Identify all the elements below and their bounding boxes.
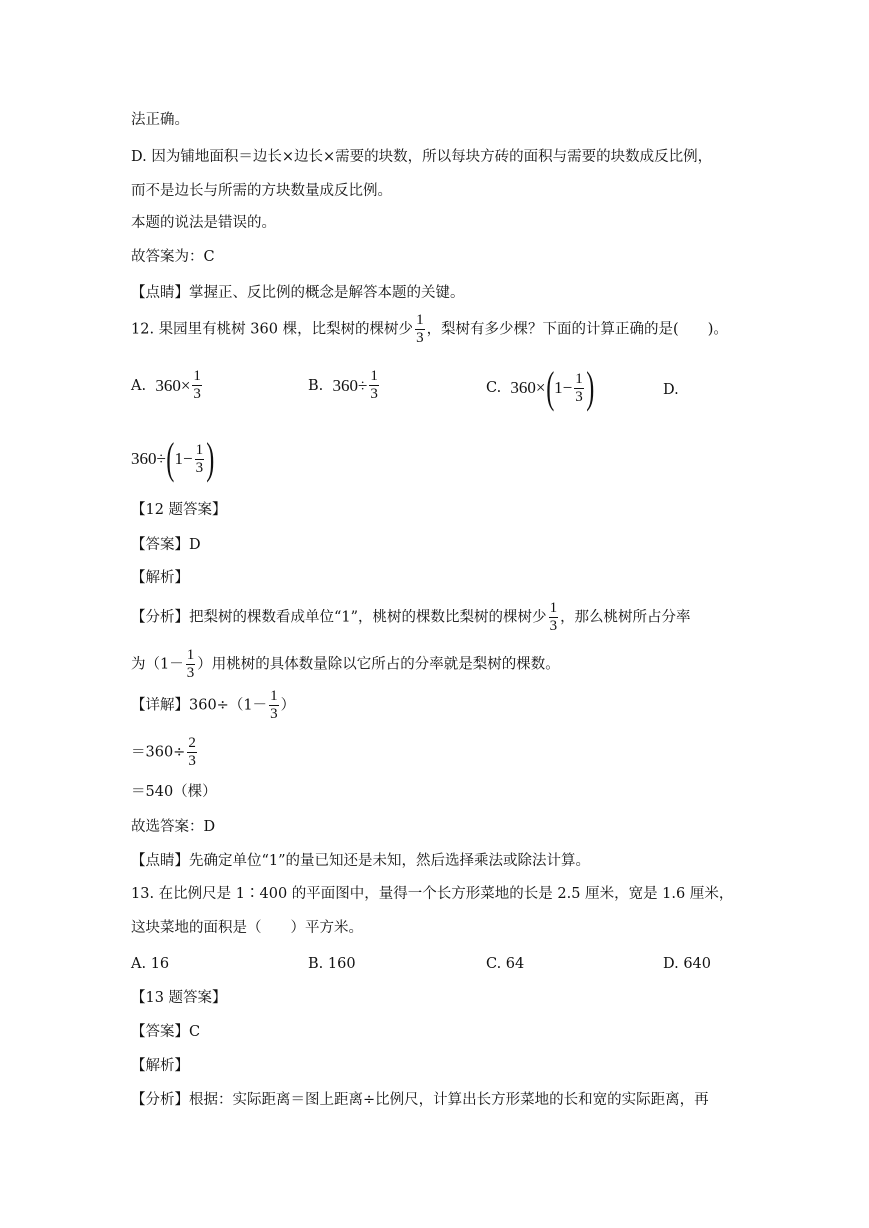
option-d-label: D. bbox=[663, 382, 679, 398]
answer-heading: 【13 题答案】 bbox=[131, 990, 227, 1006]
option-c: C. 360 × ( 1− $\frac{1}{3}$ ) bbox=[486, 363, 595, 412]
analysis-line: 为（1－ $\frac{1}{3}$ ）用桃树的具体数量除以它所占的分率就是梨树的棵数。 bbox=[131, 647, 560, 681]
detail-line: 【详解】360÷（1－ $\frac{1}{3}$ ） bbox=[131, 688, 296, 722]
answer: 【答案】C bbox=[131, 1024, 201, 1040]
analysis-line: 【分析】把梨树的棵数看成单位“1”，桃树的棵数比梨树的棵树少 $\frac{1}{3}$ ，那么桃树所占分率 bbox=[131, 600, 691, 634]
text-line: D. 因为铺地面积＝边长×边长×需要的块数，所以每块方砖的面积与需要的块数成反比例， bbox=[131, 149, 713, 165]
option-b: B. 360 ÷ $\frac{1}{3}$ bbox=[308, 368, 378, 402]
detail-line: ＝540（棵） bbox=[131, 784, 217, 800]
question-13-stem: 13. 在比例尺是 1∶400 的平面图中，量得一个长方形菜地的长是 2.5 厘米，宽是 1.6 厘米， bbox=[131, 886, 734, 902]
text-line: 【点睛】先确定单位“1”的量已知还是未知，然后选择乘法或除法计算。 bbox=[131, 853, 591, 869]
text-line: 本题的说法是错误的。 bbox=[131, 215, 276, 231]
question-12-stem: 12. 果园里有桃树 360 棵，比梨树的棵树少 $\frac{1}{3}$ ，梨树有多少棵？下面的计算正确的是( )。 bbox=[131, 312, 728, 346]
fraction: $\frac{1}{3}$ bbox=[416, 312, 424, 346]
text-line: 【点睛】掌握正、反比例的概念是解答本题的关键。 bbox=[131, 285, 465, 301]
option-d-expression: 360 ÷ ( 1− $\frac{1}{3}$ ) bbox=[131, 434, 215, 483]
analysis-heading: 【解析】 bbox=[131, 570, 189, 586]
question-13-stem: 这块菜地的面积是（ ）平方米。 bbox=[131, 920, 363, 936]
detail-line: ＝360÷ $\frac{2}{3}$ bbox=[131, 735, 196, 769]
analysis-heading: 【解析】 bbox=[131, 1058, 189, 1074]
text-line: 法正确。 bbox=[131, 112, 189, 128]
answer: 【答案】D bbox=[131, 537, 201, 553]
text-line: 故答案为：C bbox=[131, 249, 215, 265]
option-c: C. 64 bbox=[486, 956, 525, 972]
option-d: D. 640 bbox=[663, 956, 712, 972]
text-line: 而不是边长与所需的方块数量成反比例。 bbox=[131, 183, 392, 199]
option-a: A. 360 × $\frac{1}{3}$ bbox=[131, 368, 201, 402]
analysis-line: 【分析】根据：实际距离＝图上距离÷比例尺，计算出长方形菜地的长和宽的实际距离，再 bbox=[131, 1092, 709, 1108]
option-b: B. 160 bbox=[308, 956, 356, 972]
text-line: 故选答案：D bbox=[131, 819, 216, 835]
option-a: A. 16 bbox=[131, 956, 170, 972]
answer-heading: 【12 题答案】 bbox=[131, 502, 227, 518]
